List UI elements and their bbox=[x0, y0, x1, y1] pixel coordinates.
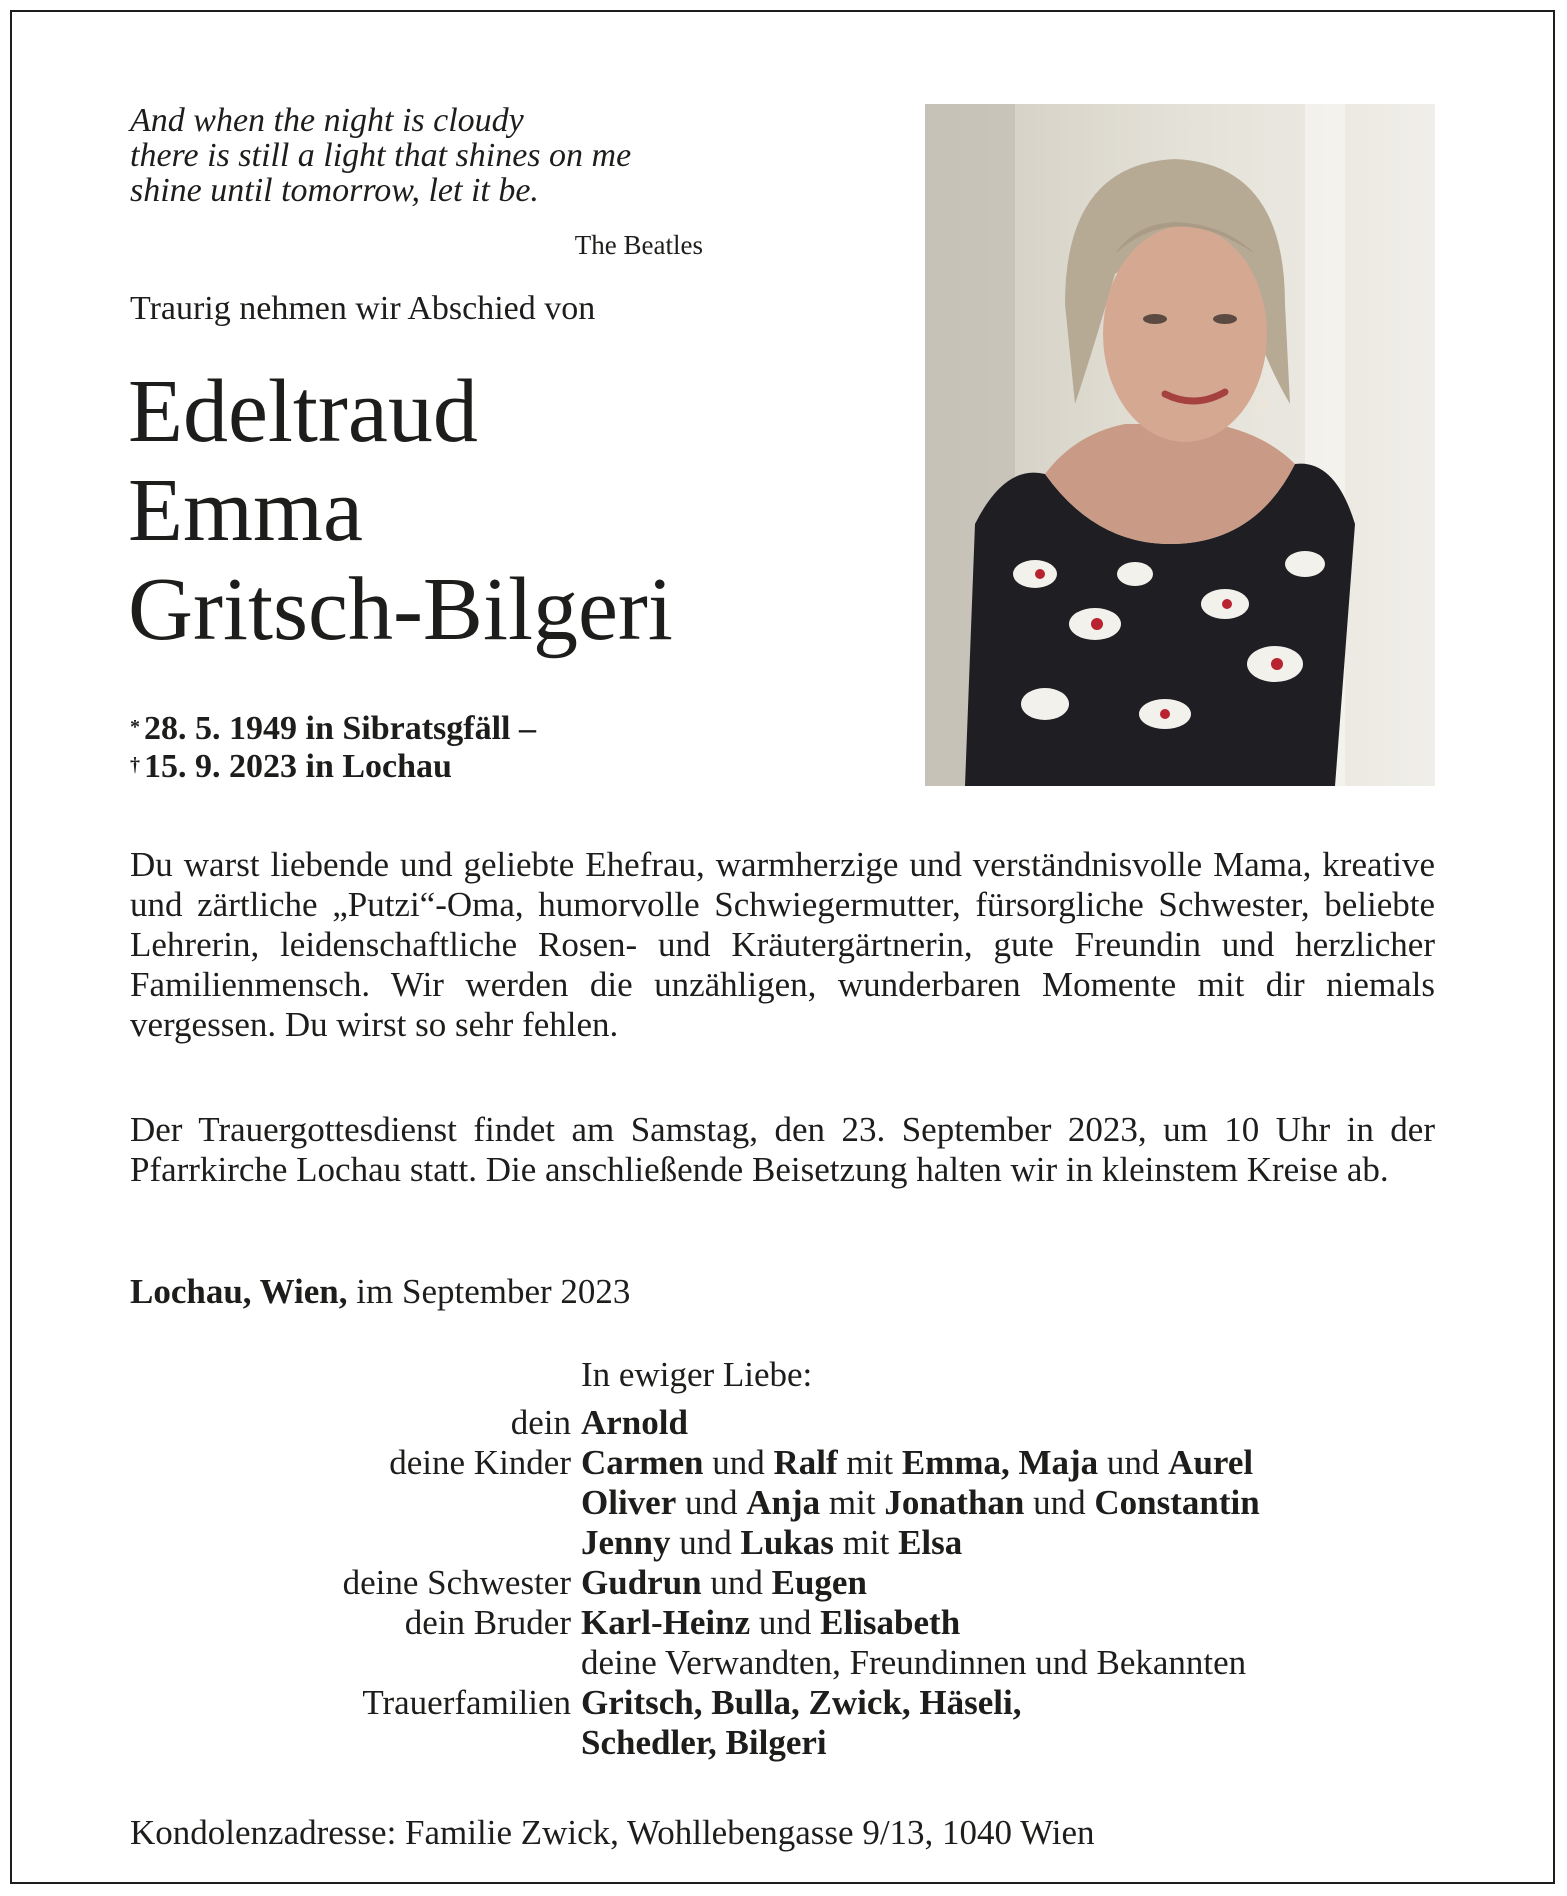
mourner-names bbox=[581, 1643, 1246, 1683]
mourner-relation: dein bbox=[510, 1403, 571, 1442]
mourner-connector: und bbox=[676, 1483, 747, 1522]
death-symbol: † bbox=[130, 754, 140, 776]
mourner-names bbox=[581, 1443, 1253, 1483]
mourner-row bbox=[130, 1523, 1260, 1563]
quote-author: The Beatles bbox=[574, 230, 703, 260]
quote-line: there is still a light that shines on me bbox=[130, 137, 632, 174]
mourner-name: Karl-Heinz bbox=[581, 1603, 751, 1642]
mourner-connector: und bbox=[1098, 1443, 1169, 1482]
name-line: Emma bbox=[128, 461, 363, 560]
mourner-name: Elisabeth bbox=[820, 1603, 961, 1642]
mourner-row bbox=[130, 1723, 1260, 1763]
condolence-address: Kondolenzadresse: Familie Zwick, Wohllebengasse 9/13, 1040 Wien bbox=[130, 1813, 1095, 1852]
mourner-names bbox=[581, 1403, 688, 1443]
mourner-name: Jonathan bbox=[884, 1483, 1025, 1522]
mourner-connector: deine Verwandten, Freundinnen und Bekannten bbox=[581, 1643, 1247, 1682]
mourner-name: Elsa bbox=[898, 1523, 963, 1562]
name-line: Edeltraud bbox=[128, 362, 478, 461]
mourner-relation bbox=[130, 1523, 581, 1563]
mourner-name: Oliver bbox=[581, 1483, 677, 1522]
mourner-name: Schedler, Bilgeri bbox=[581, 1723, 827, 1762]
mourner-row bbox=[130, 1403, 1260, 1443]
death-date: 15. 9. 2023 in Lochau bbox=[144, 748, 452, 785]
birth-date: 28. 5. 1949 in Sibratsgfäll – bbox=[144, 710, 536, 747]
mourner-names bbox=[581, 1603, 960, 1643]
mourner-row bbox=[130, 1643, 1260, 1683]
mourner-name: Arnold bbox=[581, 1403, 688, 1442]
tribute-paragraph: Du warst liebende und geliebte Ehefrau, warmherzige und verständnisvolle Mama, kreative und zärtliche „Putzi“-Oma, humorvolle Schwiegermutter, fürsorgliche Schwester, beliebte Lehrerin, leidenschaftliche Rosen- und Kräutergärtnerin, gute Freundin und herzlicher Familienmensch. Wir werden die unzähligen, wunderbaren Momente mit dir niemals vergessen. Du wirst so sehr fehlen. bbox=[130, 845, 1435, 1044]
mourner-relation: deine Kinder bbox=[389, 1443, 571, 1482]
quote-line: And when the night is cloudy bbox=[130, 102, 524, 139]
name-line: Gritsch-Bilgeri bbox=[128, 560, 673, 659]
portrait-photo bbox=[925, 104, 1435, 786]
mourner-relation: dein Bruder bbox=[404, 1603, 571, 1642]
mourners-list bbox=[130, 1403, 1260, 1763]
service-paragraph: Der Trauergottesdienst findet am Samstag, den 23. September 2023, um 10 Uhr in der Pfarrkirche Lochau statt. Die anschließende Beisetzung halten wir in kleinstem Kreise ab. bbox=[130, 1110, 1435, 1189]
mourner-row bbox=[130, 1683, 1260, 1723]
mourner-names bbox=[581, 1523, 962, 1563]
mourner-names bbox=[581, 1563, 867, 1603]
mourner-connector: mit bbox=[833, 1523, 899, 1562]
mourner-connector: und bbox=[703, 1443, 774, 1482]
mourner-name: Constantin bbox=[1094, 1483, 1260, 1522]
mourner-row bbox=[130, 1483, 1260, 1523]
mourner-connector: mit bbox=[820, 1483, 885, 1522]
portrait-illustration bbox=[925, 104, 1435, 786]
mourner-connector: und bbox=[670, 1523, 741, 1562]
mourner-row bbox=[130, 1443, 1260, 1483]
mourner-name: Lukas bbox=[740, 1523, 834, 1562]
birth-line bbox=[130, 710, 536, 748]
mourner-name: Ralf bbox=[773, 1443, 838, 1482]
mourner-relation: Trauerfamilien bbox=[362, 1683, 571, 1722]
mourner-name: Emma, Maja bbox=[901, 1443, 1099, 1482]
mourner-connector: mit bbox=[837, 1443, 902, 1482]
mourner-relation bbox=[130, 1723, 581, 1763]
mourner-name: Anja bbox=[746, 1483, 821, 1522]
in-eternal-love-heading: In ewiger Liebe: bbox=[581, 1355, 813, 1394]
mourner-names bbox=[581, 1483, 1260, 1523]
place-date-line bbox=[130, 1272, 630, 1312]
birth-symbol: * bbox=[130, 716, 140, 738]
mourner-connector: und bbox=[750, 1603, 821, 1642]
mourner-row bbox=[130, 1603, 1260, 1643]
mourner-relation bbox=[130, 1483, 581, 1523]
mourner-name: Eugen bbox=[771, 1563, 867, 1602]
death-line bbox=[130, 748, 536, 786]
mourner-connector: und bbox=[701, 1563, 772, 1602]
mourner-relation: deine Schwester bbox=[342, 1563, 571, 1602]
intro-text: Traurig nehmen wir Abschied von bbox=[130, 290, 596, 327]
mourner-connector: und bbox=[1024, 1483, 1095, 1522]
mourner-name: Aurel bbox=[1168, 1443, 1254, 1482]
mourner-row bbox=[130, 1563, 1260, 1603]
mourner-names bbox=[581, 1723, 827, 1763]
quote bbox=[130, 103, 710, 208]
mourner-names bbox=[581, 1683, 1021, 1723]
mourner-relation bbox=[130, 1643, 581, 1683]
quote-line: shine until tomorrow, let it be. bbox=[130, 172, 539, 209]
place-date: im September 2023 bbox=[347, 1272, 631, 1311]
mourner-name: Carmen bbox=[581, 1443, 704, 1482]
life-dates bbox=[130, 710, 536, 786]
deceased-name bbox=[128, 362, 673, 659]
mourner-name: Gritsch, Bulla, Zwick, Häseli, bbox=[581, 1683, 1022, 1722]
place-names: Lochau, Wien, bbox=[130, 1272, 348, 1311]
mourner-name: Gudrun bbox=[581, 1563, 702, 1602]
mourner-name: Jenny bbox=[581, 1523, 671, 1562]
